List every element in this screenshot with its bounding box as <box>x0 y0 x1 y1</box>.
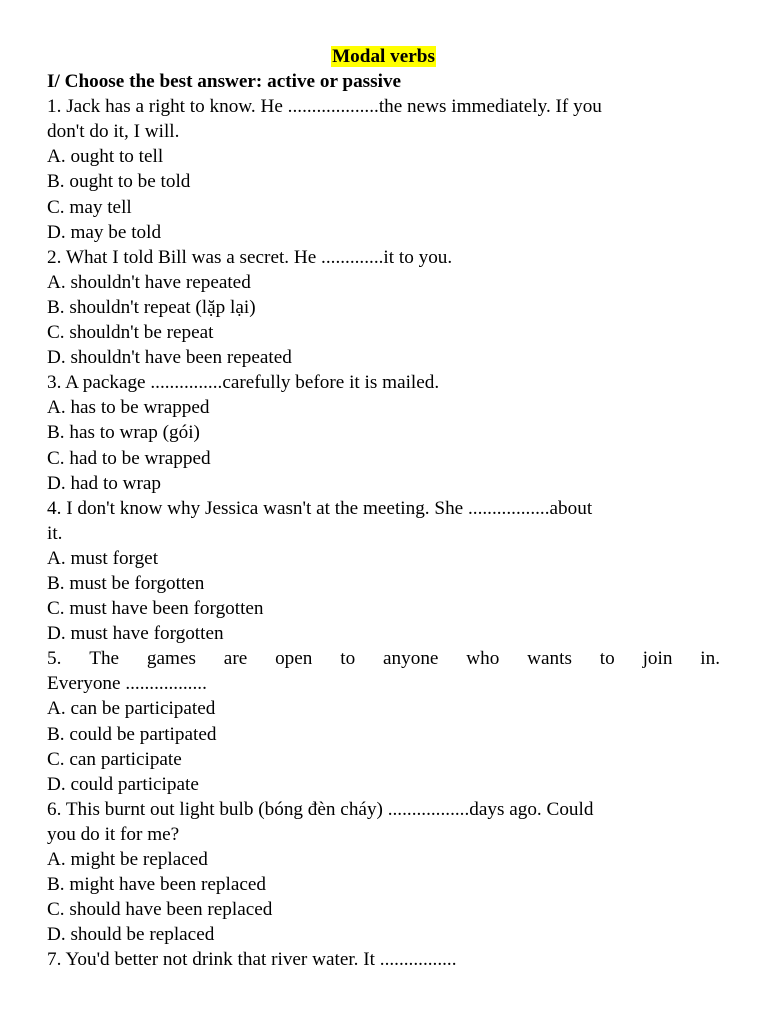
question-7 <box>47 947 720 972</box>
title-row <box>47 44 720 69</box>
question-5-option-c: C. can participate <box>47 748 182 770</box>
question-5-word: to <box>340 648 356 670</box>
question-4-line-1: 4. I don't know why Jessica wasn't at the meeting. She .................about <box>47 497 593 519</box>
question-3-text: 3. A package ...............carefully before it is mailed. <box>47 372 440 394</box>
question-5-word: to <box>599 648 615 670</box>
question-2 <box>47 245 720 370</box>
question-3-option-c: C. had to be wrapped <box>47 447 211 469</box>
question-1-line-2: don't do it, I will. <box>47 121 180 143</box>
question-2-option-b: B. shouldn't repeat (lặp lại) <box>47 296 256 318</box>
page-title: Modal verbs <box>332 46 435 67</box>
question-5-word: The <box>89 648 120 670</box>
question-4-line-2: it. <box>47 522 63 544</box>
question-2-option-d: D. shouldn't have been repeated <box>47 347 292 369</box>
question-5-word: games <box>146 648 196 670</box>
question-7-text: 7. You'd better not drink that river water. It ................ <box>47 949 457 971</box>
question-1 <box>47 94 720 245</box>
question-5-word: open <box>275 648 313 670</box>
worksheet <box>47 44 720 972</box>
question-1-option-b: B. ought to be told <box>47 171 191 193</box>
question-2-option-a: A. shouldn't have repeated <box>47 271 251 293</box>
question-6-line-2: you do it for me? <box>47 823 180 845</box>
question-2-option-c: C. shouldn't be repeat <box>47 322 214 344</box>
question-4-option-c: C. must have been forgotten <box>47 598 264 620</box>
question-6-line-1: 6. This burnt out light bulb (bóng đèn cháy) .................days ago. Could <box>47 798 594 820</box>
question-1-line-1-text: 1. Jack has a right to know. He ...................the news immediately. If you <box>47 96 602 118</box>
question-4-option-b: B. must be forgotten <box>47 572 205 594</box>
question-3 <box>47 370 720 495</box>
question-1-option-a: A. ought to tell <box>47 146 164 168</box>
question-5-word: are <box>223 648 248 670</box>
question-5-word: 5. <box>47 648 62 670</box>
question-2-text: 2. What I told Bill was a secret. He .............it to you. <box>47 246 453 268</box>
question-4 <box>47 496 720 647</box>
question-5 <box>47 646 720 797</box>
question-5-word: who <box>466 648 500 670</box>
question-5-option-d: D. could participate <box>47 773 199 795</box>
question-6-option-d: D. should be replaced <box>47 924 215 946</box>
question-5-word: in. <box>700 648 720 670</box>
question-4-option-d: D. must have forgotten <box>47 623 224 645</box>
question-5-word: wants <box>527 648 572 670</box>
question-6-option-c: C. should have been replaced <box>47 899 273 921</box>
question-5-word: join <box>642 648 673 670</box>
question-1-option-d: D. may be told <box>47 221 162 243</box>
question-5-line-2: Everyone ................. <box>47 673 207 695</box>
question-3-option-a: A. has to be wrapped <box>47 397 210 419</box>
question-1-text <box>47 94 720 144</box>
question-4-option-a: A. must forget <box>47 547 159 569</box>
question-5-option-a: A. can be participated <box>47 698 216 720</box>
question-5-option-b: B. could be partipated <box>47 723 217 745</box>
question-1-option-c: C. may tell <box>47 196 132 218</box>
section-heading: I/ Choose the best answer: active or passive <box>47 71 402 93</box>
question-1-line-1 <box>47 94 720 119</box>
question-3-option-d: D. had to wrap <box>47 472 162 494</box>
question-5-line-1 <box>47 646 720 671</box>
question-6 <box>47 797 720 948</box>
question-3-option-b: B. has to wrap (gói) <box>47 422 200 444</box>
question-5-word: anyone <box>383 648 439 670</box>
question-6-option-a: A. might be replaced <box>47 849 208 870</box>
question-6-option-b: B. might have been replaced <box>47 874 266 896</box>
